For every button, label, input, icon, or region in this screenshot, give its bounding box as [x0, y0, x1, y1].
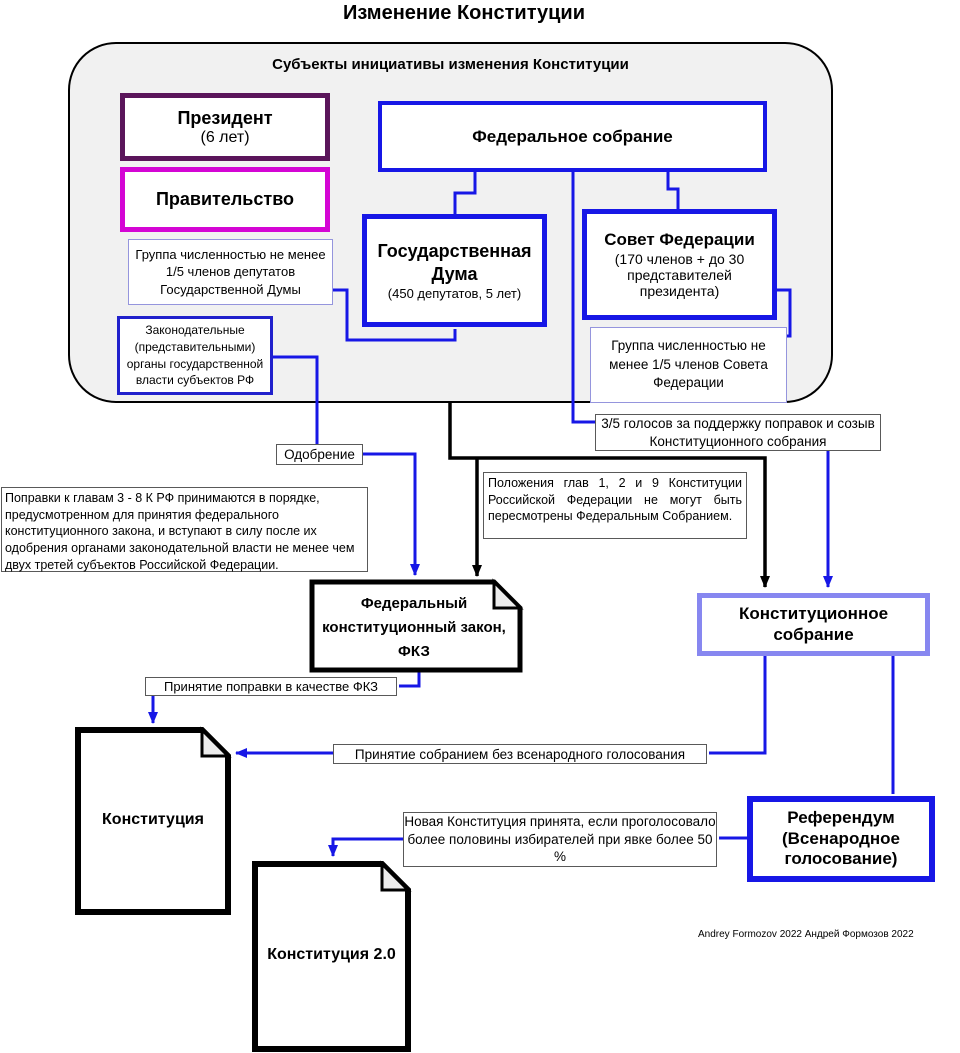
connector-approval-to-fkz [363, 454, 415, 575]
connector-assembly-to-council [668, 171, 678, 212]
document-constitution2-title: Конституция 2.0 [267, 946, 396, 963]
node-federal-assembly [378, 101, 767, 172]
node-referendum [747, 796, 935, 882]
legislative-bodies-text: Законодательные (представительными) органы государственной власти субъектов РФ [126, 322, 264, 388]
document-constitution-title: Конституция [102, 811, 204, 828]
author-credit: Andrey Formozov 2022 Андрей Формозов 2022 [698, 929, 914, 940]
label-three-fifths-votes: 3/5 голосов за поддержку поправок и созыв Конституционного собрания [595, 414, 881, 451]
president-title: Президент [177, 107, 273, 128]
label-assembly-adoption: Принятие собранием без всенародного голосования [333, 744, 707, 764]
label-fkz-adoption: Принятие поправки в качестве ФКЗ [145, 677, 397, 696]
label-referendum-rule: Новая Конституция принята, если проголосовало более половины избирателей при явке более 50 % [403, 812, 717, 867]
node-federation-council [582, 209, 777, 320]
connector-assembly-to-duma [455, 171, 475, 217]
connector-legislative-to-approval [273, 357, 317, 445]
government-title: Правительство [155, 189, 295, 209]
state-duma-title: Государственная Дума [377, 241, 532, 284]
connector-rule-label-to-constitution2 [333, 839, 403, 856]
note-amendments-rule: Поправки к главам 3 - 8 К РФ принимаются в порядке, предусмотренном для принятия федерального конституционного закона, и вступают в силу после их одобрения органами законодательной власти не менее чем двух третей субъектов Российской Федерации. [1, 487, 368, 572]
node-council-group [590, 327, 787, 403]
document-fkz-title: Федеральный конституционный закон, ФКЗ [322, 595, 506, 660]
label-approval: Одобрение [276, 444, 363, 465]
referendum-title: Референдум (Всенародное голосование) [781, 808, 900, 869]
page-title: Изменение Конституции [342, 2, 585, 24]
note-chapters-rule: Положения глав 1, 2 и 9 Конституции Российской Федерации не могут быть пересмотрены Федеральным Собранием. [483, 472, 747, 539]
initiative-subjects-label: Субъекты инициативы изменения Конституции [272, 56, 629, 73]
connector-const-assembly-to-adoption2-label [709, 655, 765, 753]
node-state-duma [362, 214, 547, 327]
duma-group-text: Группа численностью не менее 1/5 членов депутатов Государственной Думы [135, 246, 326, 297]
node-constitutional-assembly [697, 593, 930, 656]
president-term: (6 лет) [200, 129, 250, 147]
federal-assembly-title: Федеральное собрание [472, 126, 673, 146]
node-duma-group [128, 239, 333, 305]
node-legislative-bodies [117, 316, 273, 395]
constitutional-assembly-title: Конституционное собрание [738, 604, 889, 644]
federation-council-title: Совет Федерации [604, 230, 755, 250]
federation-council-subtitle: (170 членов + до 30 представителей президента) [614, 250, 745, 299]
state-duma-subtitle: (450 депутатов, 5 лет) [387, 286, 522, 301]
node-president [120, 93, 330, 161]
node-government [120, 167, 330, 232]
council-group-text: Группа численностью не менее 1/5 членов Совета Федерации [609, 337, 768, 391]
